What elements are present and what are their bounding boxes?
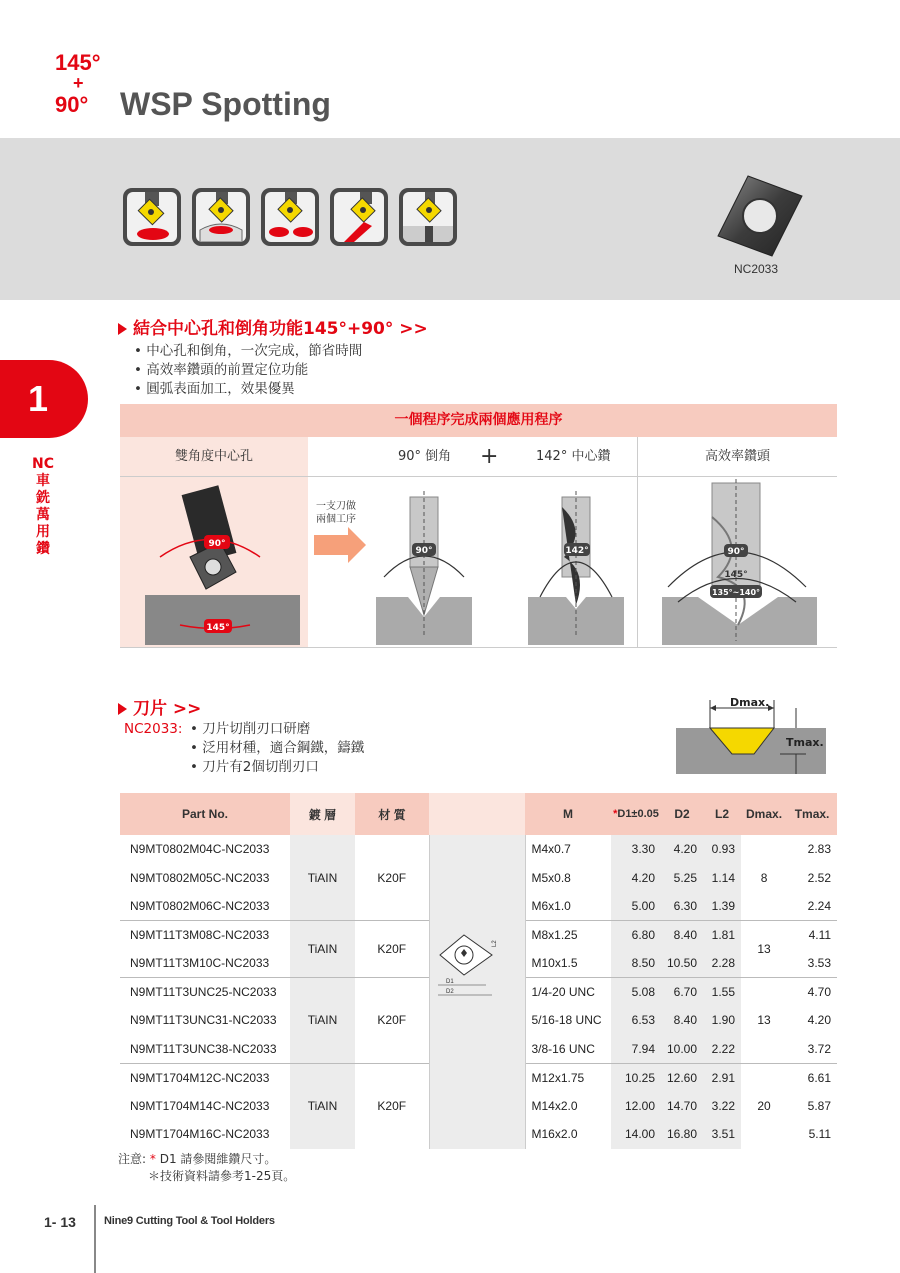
insert-photo-icon: [710, 168, 810, 263]
svg-text:Tmax.: Tmax.: [786, 736, 824, 749]
insert-caption: NC2033: [734, 262, 779, 276]
feature-item: • 圓弧表面加工，效果優異: [134, 380, 362, 399]
insert-spec-table: [120, 793, 837, 1149]
insert-feature: • 刀片切削刃口研磨: [190, 721, 311, 737]
insert-grade-label: NC2033:: [124, 721, 183, 737]
feature-item: • 中心孔和倒角，一次完成，節省時間: [134, 342, 362, 361]
svg-text:90°: 90°: [727, 547, 745, 557]
feature-item: • 高效率鑽頭的前置定位功能: [134, 361, 362, 380]
process-banner: 一個程序完成兩個應用程序: [120, 404, 837, 437]
feature-band: [0, 138, 900, 300]
chapter-label: NC車銑萬用鑽: [32, 456, 54, 557]
process-col-center-hole: 雙角度中心孔: [120, 437, 308, 477]
svg-text:D2: D2: [445, 989, 454, 995]
svg-text:142°: 142°: [565, 546, 589, 556]
table-row: N9MT0802M06C-NC2033 M6x1.0 5.00 6.30 1.39 2.24: [120, 892, 837, 921]
col-drawing: [429, 793, 525, 835]
chamfer-drill-diagram: [308, 477, 638, 647]
note-line-1: 注意: * D1 請參閱維鑽尺寸。: [118, 1152, 277, 1166]
col-part-no: Part No.: [120, 793, 290, 835]
process-col-drill: 高效率鑽頭: [638, 437, 837, 477]
table-row: N9MT1704M16C-NC2033 M16x2.0 14.00 16.80 3.51 5.11: [120, 1120, 837, 1149]
high-efficiency-drill-diagram: [638, 477, 837, 647]
triangle-bullet-icon: [118, 323, 127, 335]
footer-brand: Nine9 Cutting Tool & Tool Holders: [104, 1215, 275, 1227]
side-chamfer-icon: [330, 188, 388, 246]
note-line-2: ＊技術資料請參考1-25頁。: [148, 1169, 296, 1183]
double-angle-diagram: [120, 477, 308, 647]
triangle-bullet-icon: [118, 703, 127, 715]
process-col-chamfer: 90° 倒角 + 142° 中心鑽: [308, 437, 638, 477]
table-row: N9MT1704M12C-NC2033 TiAIN K20F M12x1.75 10.25 12.60 2.91 20 6.61: [120, 1063, 837, 1092]
table-row: N9MT11T3UNC38-NC2033 3/8-16 UNC 7.94 10.00 2.22 3.72: [120, 1035, 837, 1064]
angle-90-label: 90°: [55, 92, 89, 117]
section-heading-insert: 刀片 >>: [118, 694, 201, 719]
chamfer-icon: [192, 188, 250, 246]
col-d1: *D1±0.05: [611, 793, 661, 835]
center-drill-icon: [261, 188, 319, 246]
svg-text:Dmax.: Dmax.: [730, 696, 770, 709]
table-row: N9MT0802M04C-NC2033 TiAIN K20F D1 D2 L2 M4x0.7 3.30 4.20 0.93 8 2.83: [120, 835, 837, 864]
face-icon: [399, 188, 457, 246]
col-tmax: Tmax.: [787, 793, 837, 835]
angle-plus-label: +: [73, 73, 84, 93]
insert-drawing-icon: [430, 925, 526, 1045]
dimension-diagram: [676, 694, 826, 776]
insert-feature: • 刀片有2個切削刃口: [190, 759, 319, 775]
svg-text:D1: D1: [445, 979, 454, 985]
angle-145-label: 145°: [55, 50, 101, 75]
svg-text:一支刀做: 一支刀做: [316, 501, 356, 512]
spotting-icon: [123, 188, 181, 246]
feature-list: [134, 342, 362, 399]
svg-text:145°: 145°: [206, 623, 230, 633]
insert-feature-list: [124, 720, 365, 775]
table-row: N9MT11T3M08C-NC2033 TiAIN K20F M8x1.25 6.80 8.40 1.81 13 4.11: [120, 921, 837, 950]
col-l2: L2: [703, 793, 741, 835]
table-row: N9MT11T3UNC31-NC2033 5/16-18 UNC 6.53 8.40 1.90 4.20: [120, 1006, 837, 1035]
table-row: N9MT11T3UNC25-NC2033 TiAIN K20F 1/4-20 UNC 5.08 6.70 1.55 13 4.70: [120, 978, 837, 1007]
page-title: WSP Spotting: [120, 86, 331, 122]
col-dmax: Dmax.: [741, 793, 787, 835]
table-row: N9MT1704M14C-NC2033 M14x2.0 12.00 14.70 3.22 5.87: [120, 1092, 837, 1121]
page-number: 1- 13: [44, 1214, 76, 1230]
svg-text:90°: 90°: [415, 546, 433, 556]
table-row: N9MT0802M05C-NC2033 M5x0.8 4.20 5.25 1.14 2.52: [120, 864, 837, 893]
col-m: M: [525, 793, 611, 835]
svg-text:145°: 145°: [724, 570, 748, 580]
section-heading-features: 結合中心孔和倒角功能145°+90° >>: [118, 314, 428, 339]
col-material: 材 質: [355, 793, 429, 835]
svg-text:L2: L2: [491, 940, 498, 947]
table-row: N9MT11T3M10C-NC2033 M10x1.5 8.50 10.50 2.28 3.53: [120, 949, 837, 978]
svg-text:135°~140°: 135°~140°: [711, 588, 761, 597]
chapter-tab: 1: [0, 360, 88, 438]
svg-text:兩個工序: 兩個工序: [316, 514, 356, 525]
insert-feature: • 泛用材種，適合鋼鐵，鑄鐵: [190, 740, 365, 756]
insert-drawing-cell: [429, 835, 525, 1149]
footer-divider: [94, 1205, 96, 1273]
col-coating: 鍍 層: [290, 793, 355, 835]
col-d2: D2: [661, 793, 703, 835]
svg-text:90°: 90°: [208, 539, 226, 549]
